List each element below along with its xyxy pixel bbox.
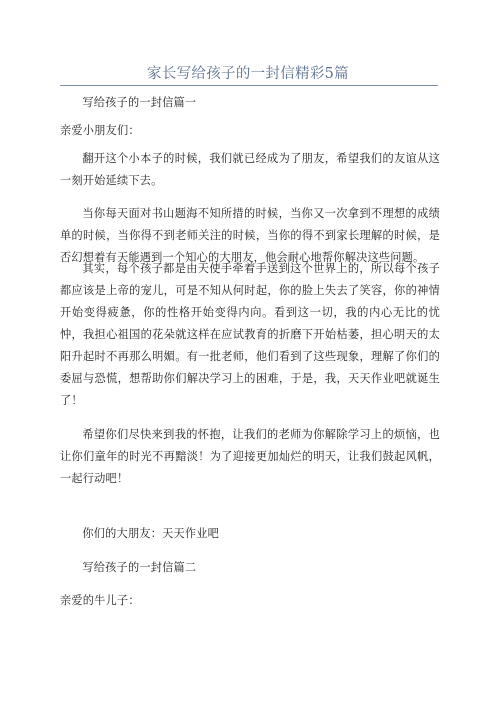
paragraph-text: 写给孩子的一封信篇一 bbox=[82, 96, 197, 109]
paragraph-text: 亲爱小朋友们： bbox=[60, 124, 140, 137]
paragraph-text: 亲爱的牛儿子： bbox=[60, 594, 140, 607]
paragraph-h1 bbox=[60, 92, 440, 114]
paragraph-text: 当你每天面对书山题海不知所措的时候，当你又一次拿到不理想的成绩单的时候，当你得不到老师关注的时候，当你的得不到家长理解的时候，是否幻想着有天能遇到一个知心的大朋友，他会耐心地帮你解决这些问题。 bbox=[60, 207, 440, 264]
paragraph-text: 其实，每个孩子都是由天使手牵着手送到这个世界上的，所以每个孩子都应该是上帝的宠儿，可是不知从何时起，你的脸上失去了笑容，你的神情开始变得疲惫，你的性格开始变得内向。看到这一切，我的内心无比的忧忡，我担心祖国的花朵就这样在应试教育的折磨下开始枯萎，担心明天的太阳升起时不再那么明媚。有一批老师，他们看到了这些现象，理解了你们的委屈与恐慌，想帮助你们解决学习上的困难，于是，我，天天作业吧就诞生了！ bbox=[60, 262, 440, 407]
paragraph-s1 bbox=[60, 523, 440, 545]
paragraph-text: 翻开这个小本子的时候，我们就已经成为了朋友，希望我们的友谊从这一刻开始延续下去。 bbox=[60, 152, 440, 187]
title-divider bbox=[60, 85, 438, 86]
paragraph-g2 bbox=[60, 590, 440, 612]
document-title: 家长写给孩子的一封信精彩5篇 bbox=[147, 66, 349, 82]
paragraph-p4 bbox=[60, 424, 440, 490]
paragraph-text: 希望你们尽快来到我的怀抱，让我们的老师为你解除学习上的烦恼，也让你们童年的时光不再黯淡！为了迎接更加灿烂的明天，让我们鼓起风帆，一起行动吧！ bbox=[60, 428, 440, 485]
paragraph-text: 你们的大朋友：天天作业吧 bbox=[82, 527, 220, 540]
paragraph-p1 bbox=[60, 148, 440, 192]
paragraph-p3 bbox=[60, 258, 440, 412]
paragraph-h2 bbox=[60, 557, 440, 579]
paragraph-g1 bbox=[60, 120, 440, 142]
paragraph-text: 写给孩子的一封信篇二 bbox=[82, 561, 197, 574]
